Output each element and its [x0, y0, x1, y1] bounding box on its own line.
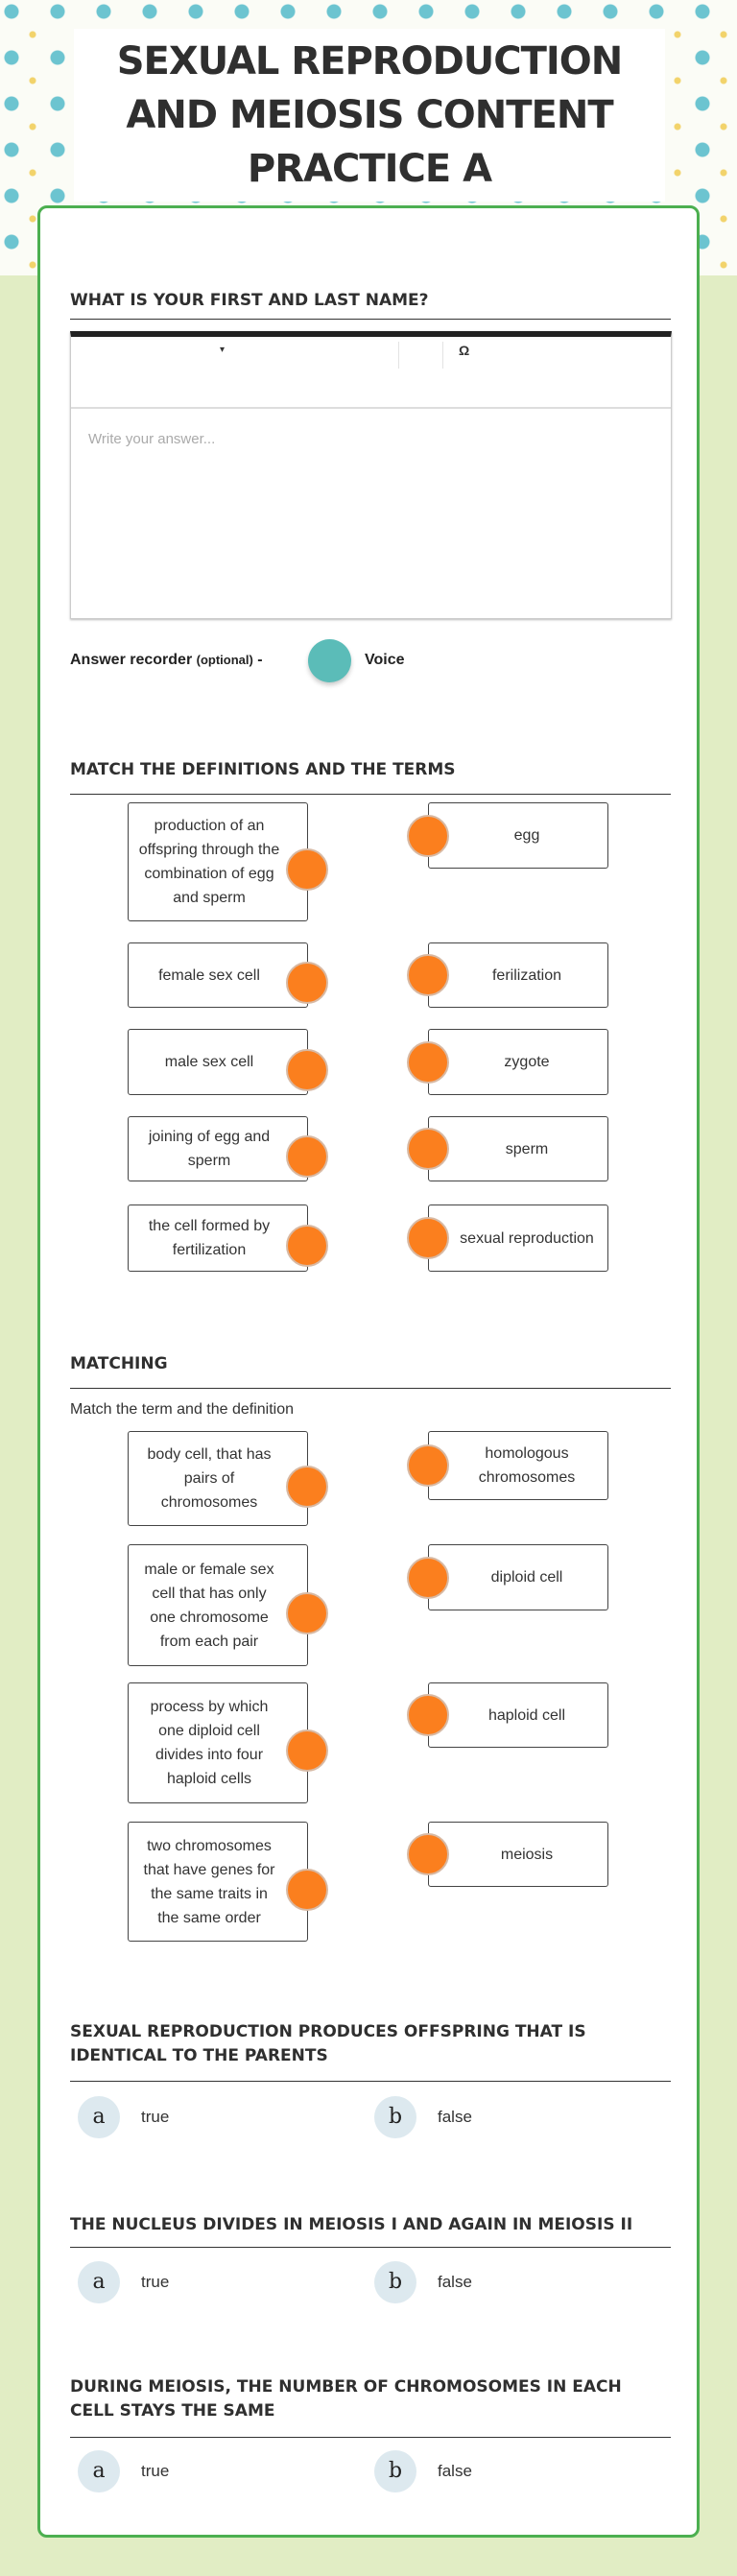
question-heading: MATCH THE DEFINITIONS AND THE TERMS: [70, 760, 456, 779]
match-connector-dot[interactable]: [286, 848, 328, 891]
toolbar-separator: [442, 342, 443, 369]
question-subtitle: Match the term and the definition: [70, 1401, 295, 1418]
question-heading: WHAT IS YOUR FIRST AND LAST NAME?: [70, 291, 429, 310]
match-term-box[interactable]: homologous chromosomes: [428, 1431, 608, 1500]
option-b-badge[interactable]: b: [374, 2450, 416, 2493]
match-definition-box[interactable]: male sex cell: [128, 1029, 308, 1095]
divider: [70, 1388, 671, 1389]
page-title: SEXUAL REPRODUCTION AND MEIOSIS CONTENT PRACTICE A: [116, 39, 623, 191]
record-button[interactable]: [308, 639, 351, 682]
match-definition-box[interactable]: two chromosomes that have genes for the same traits in the same order: [128, 1822, 308, 1942]
match-definition-box[interactable]: joining of egg and sperm: [128, 1116, 308, 1181]
special-char-icon[interactable]: Ω: [459, 343, 470, 358]
match-connector-dot[interactable]: [286, 1049, 328, 1091]
answer-editor[interactable]: [70, 331, 672, 619]
option-a-label[interactable]: true: [141, 2273, 170, 2291]
match-definition-box[interactable]: the cell formed by fertilization: [128, 1205, 308, 1272]
match-connector-dot[interactable]: [407, 954, 449, 996]
option-b-badge[interactable]: b: [374, 2261, 416, 2303]
divider: [70, 2247, 671, 2248]
match-term-box[interactable]: haploid cell: [428, 1682, 608, 1748]
match-connector-dot[interactable]: [407, 1128, 449, 1170]
divider: [70, 794, 671, 795]
voice-label: Voice: [365, 652, 405, 668]
match-connector-dot[interactable]: [286, 1729, 328, 1772]
option-a-badge[interactable]: a: [78, 2450, 120, 2493]
divider: [70, 2081, 671, 2082]
option-b-label[interactable]: false: [438, 2462, 472, 2480]
editor-toolbar: [71, 337, 671, 409]
match-term-box[interactable]: sperm: [428, 1116, 608, 1181]
match-connector-dot[interactable]: [407, 1557, 449, 1599]
match-term-box[interactable]: diploid cell: [428, 1544, 608, 1610]
match-connector-dot[interactable]: [407, 1217, 449, 1259]
match-definition-box[interactable]: male or female sex cell that has only one chromosome from each pair: [128, 1544, 308, 1666]
match-connector-dot[interactable]: [286, 962, 328, 1004]
option-b-badge[interactable]: b: [374, 2096, 416, 2138]
match-connector-dot[interactable]: [407, 1041, 449, 1084]
format-dropdown[interactable]: ▾: [220, 345, 226, 355]
recorder-label: Answer recorder: [70, 652, 193, 668]
option-b-label[interactable]: false: [438, 2108, 472, 2126]
title-box: [74, 29, 665, 202]
match-term-box[interactable]: zygote: [428, 1029, 608, 1095]
match-connector-dot[interactable]: [407, 1694, 449, 1736]
question-heading: SEXUAL REPRODUCTION PRODUCES OFFSPRING THAT IS IDENTICAL TO THE PARENTS: [70, 2022, 586, 2065]
toolbar-separator: [398, 342, 399, 369]
option-a-badge[interactable]: a: [78, 2096, 120, 2138]
question-heading: DURING MEIOSIS, THE NUMBER OF CHROMOSOMES IN EACH CELL STAYS THE SAME: [70, 2377, 622, 2421]
match-connector-dot[interactable]: [286, 1135, 328, 1178]
question-heading: THE NUCLEUS DIVIDES IN MEIOSIS I AND AGAIN IN MEIOSIS II: [70, 2215, 633, 2234]
option-b-label[interactable]: false: [438, 2273, 472, 2291]
divider: [70, 319, 671, 320]
match-term-box[interactable]: egg: [428, 802, 608, 869]
divider: [70, 2437, 671, 2438]
worksheet-card: [37, 205, 700, 2538]
match-connector-dot[interactable]: [407, 1833, 449, 1875]
option-a-badge[interactable]: a: [78, 2261, 120, 2303]
recorder-optional: (optional): [196, 653, 253, 667]
match-connector-dot[interactable]: [286, 1466, 328, 1508]
match-term-box[interactable]: sexual reproduction: [428, 1205, 608, 1272]
match-definition-box[interactable]: process by which one diploid cell divides into four haploid cells: [128, 1682, 308, 1803]
answer-recorder: [70, 652, 263, 669]
recorder-dash: -: [257, 652, 263, 668]
option-a-label[interactable]: true: [141, 2108, 170, 2126]
match-definition-box[interactable]: body cell, that has pairs of chromosomes: [128, 1431, 308, 1526]
match-connector-dot[interactable]: [286, 1225, 328, 1267]
match-connector-dot[interactable]: [286, 1869, 328, 1911]
answer-input[interactable]: Write your answer...: [88, 431, 216, 447]
match-connector-dot[interactable]: [407, 815, 449, 857]
match-connector-dot[interactable]: [286, 1592, 328, 1634]
match-definition-box[interactable]: production of an offspring through the combination of egg and sperm: [128, 802, 308, 921]
match-connector-dot[interactable]: [407, 1444, 449, 1487]
match-term-box[interactable]: ferilization: [428, 942, 608, 1008]
option-a-label[interactable]: true: [141, 2462, 170, 2480]
match-term-box[interactable]: meiosis: [428, 1822, 608, 1887]
question-heading: MATCHING: [70, 1354, 168, 1373]
match-definition-box[interactable]: female sex cell: [128, 942, 308, 1008]
